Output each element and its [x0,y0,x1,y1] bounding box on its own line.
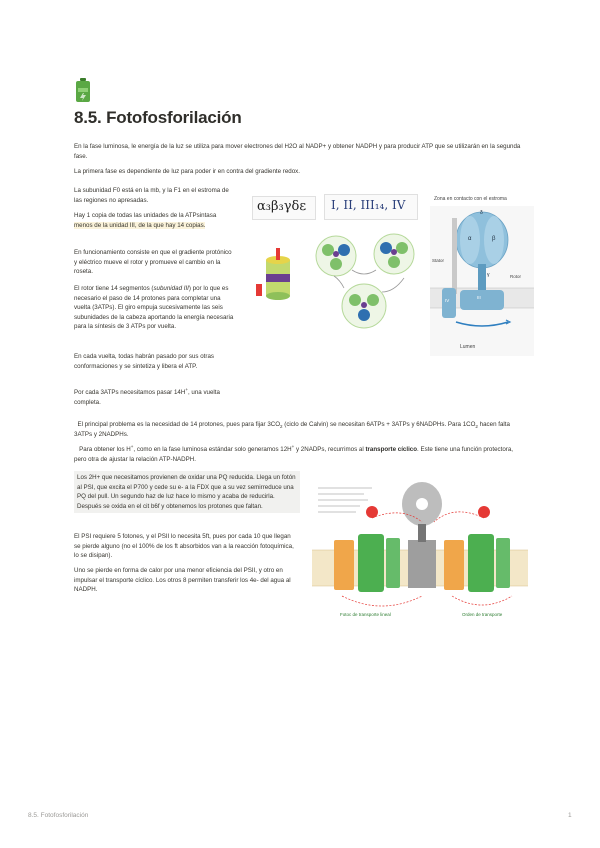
subunit-gamma-label: γ [487,272,490,278]
subunit-iii-label: III [477,295,481,300]
middle-paragraph-1-text-c: hacen falta 3ATPs y 2NADPHs. [74,421,510,438]
page-icon [74,78,92,102]
atp-synthase-illustration [244,188,534,356]
left-paragraph-5: En cada vuelta, todas habrán pasado por sus otras conformaciones y se sintetiza y libera el ATP. [74,353,214,370]
middle-paragraph-2-text-c: y 2NADPs, recurrimos al [294,446,366,453]
callout-text: Los 2H+ que necesitamos provienen de oxidar una PQ reducida. Llega un fotón al PSI, que excita el P700 y cede su e- a la FDX que a su vez semirreduce una PQ del pull. Un segundo haz de luz hace lo mismo y acaba de reducirla. Después se oxida en el cit b6f y obtenemos los protones que faltan. [77,474,296,510]
middle-paragraph-1-text-a: El principal problema es la necesidad de 14 protones, pues para fijar 3CO [77,421,281,428]
intro-paragraph-1: En la fase luminosa, le energía de la luz se utiliza para mover electrones del H2O al NADP+ y obtener NADPH y para producir ATP que se utilizarán en la segunda fase. [74,143,521,160]
left-paragraph-6-text-b: , una vuelta completa. [74,389,220,406]
subunit-iv-label: IV [445,298,450,303]
battery-icon [74,78,92,102]
left-paragraph-6-text-a: Por cada 3ATPs necesitamos pasar 14H [74,389,186,396]
left-paragraph-4-text-c: ) por lo que es necesario el paso de 14 protones para completar una vuelta (3ATPs). El giro empuja sucesivamente las seis subunidades de la cabeza aportando la energía necesaria para la síntesis de 3 ATPs por vuelta. [74,285,234,331]
left-paragraph-3: En funcionamiento consiste en que el gradiente protónico y eléctrico mueve el rotor y promueve el cambio en la roseta. [74,249,232,276]
left-paragraph-1: La subunidad F0 está en la mb, y la F1 en el estroma de las regiones no apresadas. [74,187,229,204]
left-paragraph-4 [74,284,234,332]
subunit-beta-label: β [492,236,496,242]
arrow-3 [334,276,344,288]
footer-title: 8.5. Fotofosforilación [28,812,89,819]
bottom-paragraph-2: El PSI requiere 5 fotones, y el PSII lo necesita 5ft, pues por cada 10 que llegan se pierde alguno (no el 100% de los ft absorbidos van a la reacción fotoquímica, lo se disipan). [74,533,294,560]
stator-label: Stator [432,258,445,263]
superscript: + [185,386,188,392]
middle-paragraph-1 [74,420,526,439]
atp-synthase-figure [244,188,534,356]
left-paragraph-6 [74,388,234,407]
photosystem-right [444,534,510,592]
highlighted-text: menos de la unidad III, de la que hay 14 copias. [74,221,206,229]
intro-paragraph-2: La primera fase es dependiente de luz para poder ir en contra del gradiente redox. [74,168,300,175]
page-number: 1 [568,812,572,819]
subunit-alpha-label: α [468,236,472,242]
lumen-label: Lumen [460,344,476,350]
photosystem-left [334,534,400,592]
rosette-top-left [316,236,356,276]
rosette-top-right [374,234,414,274]
middle-paragraph-2-text-d: . Este tiene una función protectora, pero otra de ajustar la relación ATP-NADPH. [74,446,513,463]
page-title: 8.5. Fotofosforilación [74,108,242,127]
middle-paragraph-1-text-b: (ciclo de Calvin) se necesitan 6ATPs + 3ATPs y 6NADPHs. Para 1CO [282,421,476,428]
arrow-1 [352,270,376,274]
middle-paragraph-2-text-a: Para obtener los H [79,446,131,453]
formula-2: I, II, III₁₄, IV [331,198,406,212]
rotor-cylinder [256,248,290,300]
bold-text: transporte cíclico [365,446,418,453]
subscript-1: 2 [280,424,283,430]
left-paragraph-2-text: Hay 1 copia de todas las unidades de la ATPsintasa [74,212,217,219]
subunit-delta-label: δ [480,210,483,216]
left-paragraph-4-italic: subunidad III [153,285,189,292]
cyclic-transport-figure [312,478,528,622]
cyclic-transport-illustration [312,478,528,622]
middle-paragraph-2-text-b: , como en la fase luminosa estándar solo generamos 12H [133,446,292,453]
arrow-2 [382,278,404,292]
middle-paragraph-2 [74,445,526,464]
rotor-label: Rotor [510,274,522,279]
superscript-3: + [291,443,295,449]
figure2-label-right: Orden de transporte [462,612,503,617]
subscript-2: 2 [475,424,478,430]
callout-box [74,471,300,513]
rosette-bottom [342,284,386,328]
zone-label: Zona en contacto con el estroma [434,196,507,202]
left-paragraph-2 [74,211,234,230]
formula-1: α₃β₃γδε [257,199,307,214]
bottom-paragraph-3: Uno se pierde en forma de calor por una menor eficiencia del PSII, y otro en impulsar el transporte cíclico. Los otros 8 permiten transferir los 4e- del agua al NADPH. [74,567,291,594]
figure2-label-left: Fotoc de transporte lineal [340,612,391,617]
superscript-2: + [130,443,134,449]
left-paragraph-4-text-a: El rotor tiene 14 segmentos ( [74,285,154,292]
atp-synthase-structure [430,206,534,356]
